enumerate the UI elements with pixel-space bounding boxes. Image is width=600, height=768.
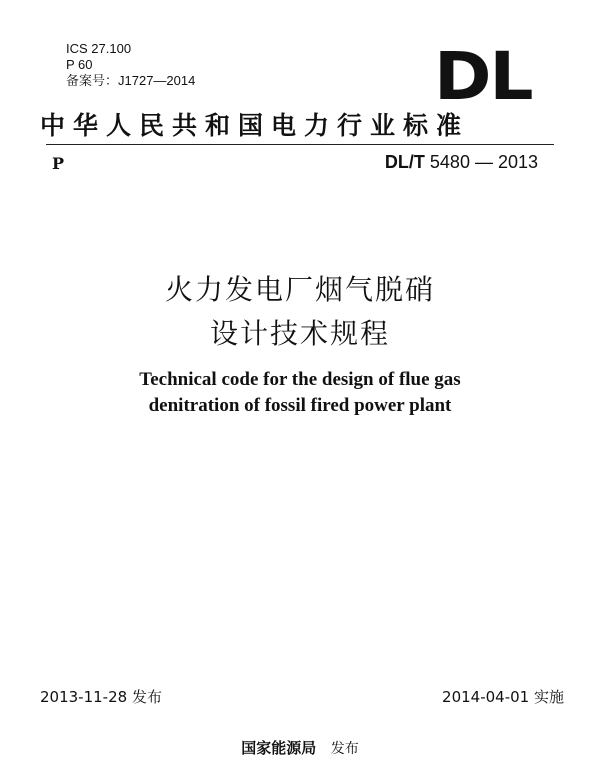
issuer-action: 发布	[330, 741, 359, 757]
title-english-line-1: Technical code for the design of flue gas	[139, 369, 461, 390]
standard-number	[385, 152, 538, 173]
classification-code: P 60	[66, 57, 93, 72]
title-chinese-line-1: 火力发电厂烟气脱硝	[164, 273, 435, 306]
standard-prefix: DL/T	[384, 152, 425, 172]
industry-standard-heading: 中华人民共和国电力行业标准	[40, 111, 470, 140]
ics-code: ICS 27.100	[66, 41, 132, 56]
dl-logo: DL	[434, 38, 532, 115]
issue-date: 2013-11-28 发布	[40, 688, 162, 706]
issuer	[0, 737, 600, 758]
standard-code: 5480 — 2013	[429, 152, 538, 172]
filing-number: 备案号：J1727—2014	[66, 73, 196, 88]
title-english-line-2: denitration of fossil fired power plant	[148, 395, 452, 416]
implementation-date: 2014-04-01 实施	[442, 688, 564, 706]
category-letter: P	[52, 154, 65, 173]
title-chinese-line-2: 设计技术规程	[209, 317, 390, 350]
header-divider	[46, 144, 554, 145]
issuer-organization: 国家能源局	[241, 739, 317, 757]
